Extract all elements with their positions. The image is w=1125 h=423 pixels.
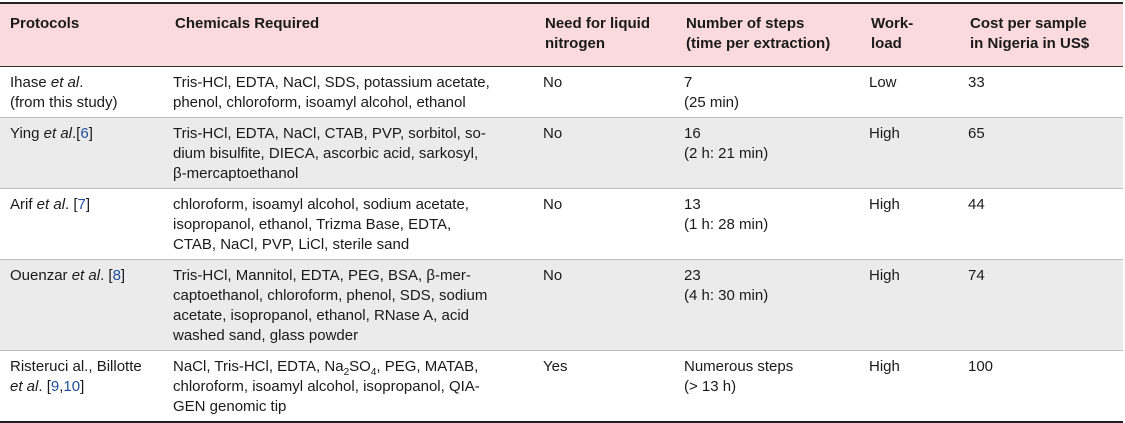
header-cost: Cost per sample in Nigeria in US$ — [960, 3, 1123, 67]
table-row — [0, 351, 1123, 423]
chemicals-cell: Tris-HCl, EDTA, NaCl, SDS, potassium acetate, phenol, chloroform, isoamyl alcohol, ethanol — [165, 67, 535, 118]
protocol-cell: Ying et al.[6] — [0, 118, 165, 189]
nitrogen-cell: No — [535, 67, 676, 118]
nitrogen-cell: Yes — [543, 358, 568, 375]
workload-cell: Low — [861, 67, 960, 118]
steps-cell: Numerous steps (> 13 h) — [684, 358, 794, 395]
cost-cell: 33 — [960, 67, 1123, 118]
reference-link[interactable]: 9 — [50, 378, 60, 395]
nitrogen-cell: No — [535, 118, 676, 189]
header-workload: Work- load — [861, 3, 960, 67]
table-row — [0, 189, 1123, 260]
cost-cell: 65 — [960, 118, 1123, 189]
chemicals-cell: Tris-HCl, EDTA, NaCl, CTAB, PVP, sorbitol, so- dium bisulfite, DIECA, ascorbic acid, sarkosyl, β-mercaptoethanol — [165, 118, 535, 189]
protocol-comparison-table — [0, 2, 1123, 423]
workload-cell: High — [861, 260, 960, 351]
nitrogen-cell: No — [535, 260, 676, 351]
protocol-cell: Ihase et al. (from this study) — [0, 67, 165, 118]
header-liquid-nitrogen: Need for liquid nitrogen — [535, 3, 676, 67]
chemicals-cell: Tris-HCl, Mannitol, EDTA, PEG, BSA, β-mer- captoethanol, chloroform, phenol, SDS, sodium acetate, isopropanol, ethanol, RNase A, acid washed sand, glass powder — [165, 260, 535, 351]
steps-cell: 16 (2 h: 21 min) — [676, 118, 861, 189]
table-row — [0, 118, 1123, 189]
header-chemicals: Chemicals Required — [165, 3, 535, 67]
workload-cell: High — [869, 358, 900, 375]
workload-cell: High — [861, 189, 960, 260]
steps-cell: 13 (1 h: 28 min) — [676, 189, 861, 260]
protocol-cell: Ouenzar et al. [8] — [0, 260, 165, 351]
workload-cell: High — [861, 118, 960, 189]
table-header-row — [0, 3, 1123, 67]
reference-link[interactable]: 8 — [112, 267, 121, 284]
cost-cell: 44 — [960, 189, 1123, 260]
protocol-cell: Arif et al. [7] — [0, 189, 165, 260]
table-row — [0, 260, 1123, 351]
reference-link[interactable]: 6 — [80, 125, 89, 142]
protocol-cell: Risteruci al., Billotte et al. [9,10] — [10, 358, 142, 395]
chemicals-cell: chloroform, isoamyl alcohol, sodium acetate, isopropanol, ethanol, Trizma Base, EDTA, CTAB, NaCl, PVP, LiCl, sterile sand — [165, 189, 535, 260]
chemicals-cell: NaCl, Tris-HCl, EDTA, $Na_2SO_4$, PEG, MATAB, chloroform, isoamyl alcohol, isopropanol, QIA- GEN genomic tip — [173, 358, 480, 415]
reference-link[interactable]: 10 — [63, 378, 81, 395]
cost-cell: 74 — [960, 260, 1123, 351]
header-protocols: Protocols — [0, 3, 165, 67]
reference-link[interactable]: 7 — [77, 196, 86, 213]
cost-cell: 100 — [968, 358, 994, 375]
header-steps: Number of steps (time per extraction) — [676, 3, 861, 67]
nitrogen-cell: No — [535, 189, 676, 260]
steps-cell: 7 (25 min) — [676, 67, 861, 118]
table-row — [0, 67, 1123, 118]
steps-cell: 23 (4 h: 30 min) — [676, 260, 861, 351]
